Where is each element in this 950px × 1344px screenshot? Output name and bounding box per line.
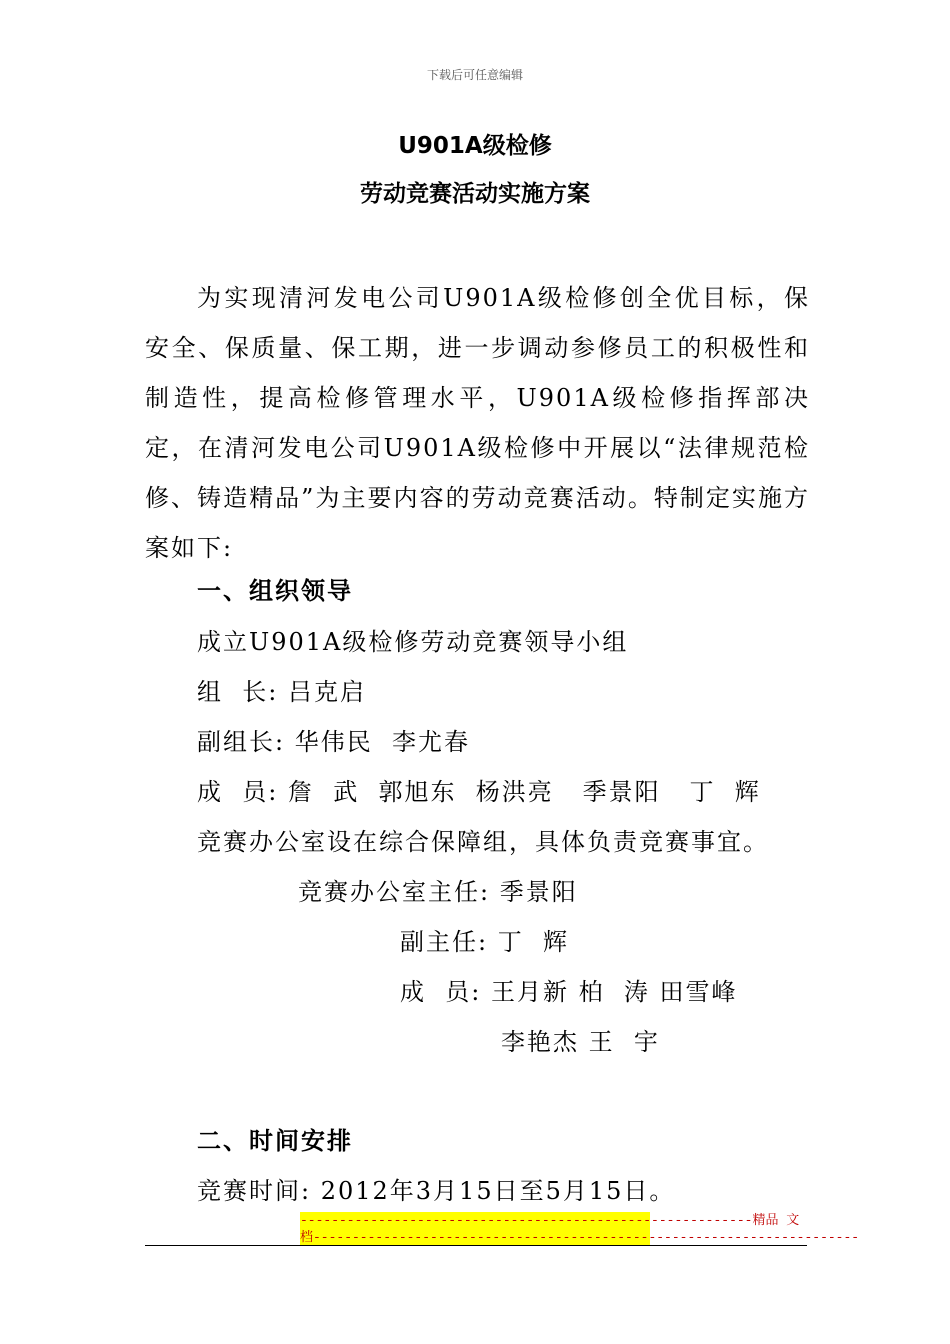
footer-watermark-line1: ----------------------------------------------------------精品 文 — [300, 1213, 800, 1228]
group-deputy-leader: 副组长: 华伟民 李尤春 — [197, 728, 470, 756]
footer-watermark — [300, 1212, 860, 1246]
group-leader: 组 长: 吕克启 — [197, 678, 366, 706]
footer-divider — [145, 1245, 807, 1246]
intro-paragraph-block — [145, 273, 810, 573]
document-title-line1: U901A级检修 — [398, 133, 552, 159]
group-members: 成 员: 詹 武 郭旭东 杨洪亮 季景阳 丁 辉 — [197, 778, 761, 806]
footer-watermark-line2: 档---------------------------------------------------------------------- — [300, 1230, 860, 1245]
office-members-continued: 李艳杰 王 宇 — [501, 1028, 660, 1056]
section2-heading: 二、时间安排 — [197, 1127, 353, 1155]
section1-heading: 一、组织领导 — [197, 577, 353, 605]
document-title-line2: 劳动竞赛活动实施方案 — [360, 181, 590, 207]
intro-paragraph: 为实现清河发电公司U901A级检修创全优目标，保安全、保质量、保工期，进一步调动参修员工的积极性和制造性，提高检修管理水平，U901A级检修指挥部决定，在清河发电公司U901A级检修中开展以“法律规范检修、铸造精品”为主要内容的劳动竞赛活动。特制定实施方案如下: — [145, 284, 810, 562]
office-director: 竞赛办公室主任: 季景阳 — [298, 878, 578, 906]
competition-time: 竞赛时间: 2012年3月15日至5月15日。 — [197, 1177, 676, 1205]
office-intro: 竞赛办公室设在综合保障组，具体负责竞赛事宜。 — [197, 828, 769, 856]
download-note: 下载后可任意编辑 — [426, 68, 523, 82]
group-intro: 成立U901A级检修劳动竞赛领导小组 — [197, 628, 629, 656]
office-deputy: 副主任: 丁 辉 — [400, 928, 569, 956]
office-members: 成 员: 王月新 柏 涛 田雪峰 — [400, 978, 738, 1006]
